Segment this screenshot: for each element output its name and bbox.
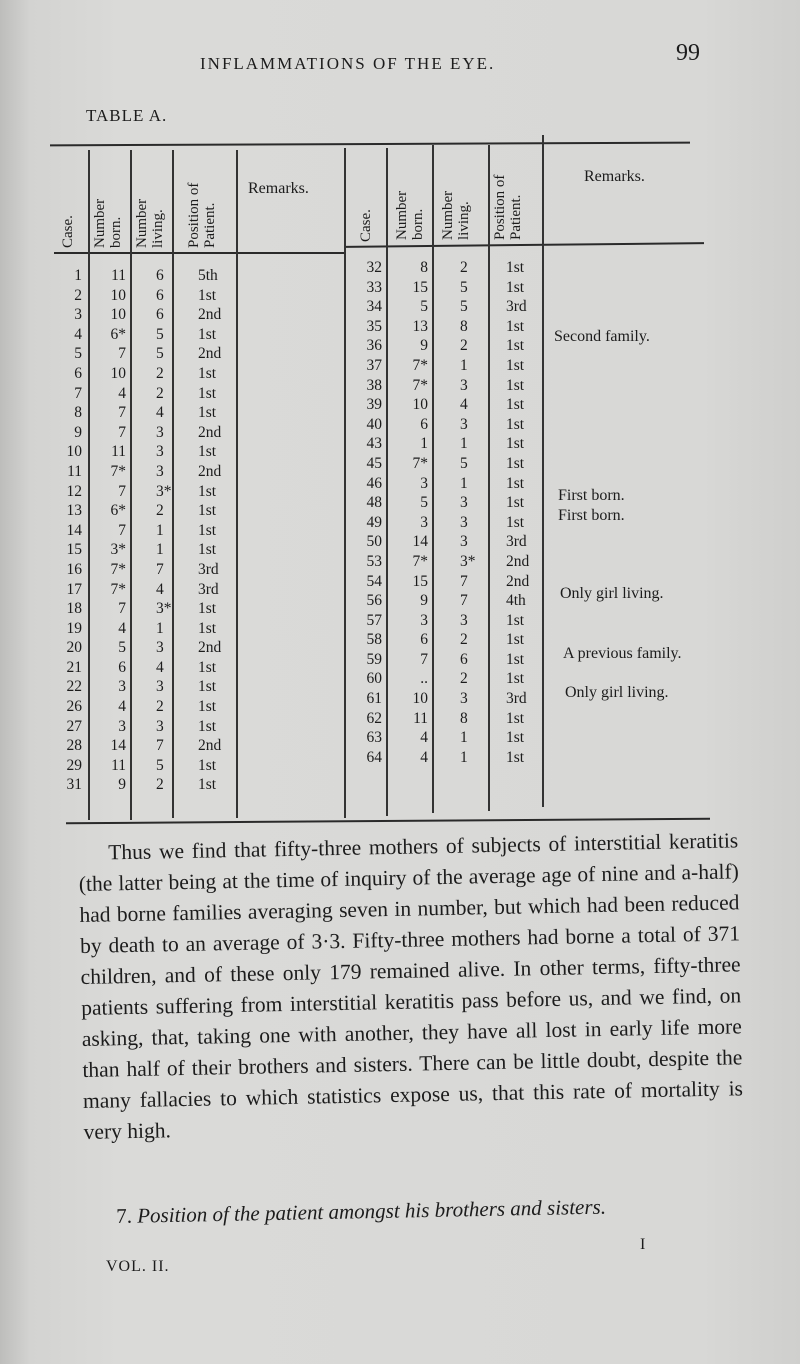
right-position-column [506,258,546,767]
table-cell: 11 [413,709,428,727]
table-label: TABLE A. [86,106,168,125]
table-cell: 3 [420,513,428,531]
left-case-column [56,266,82,795]
table-cell: 2nd [198,737,222,755]
remark-first-born: First born. [558,507,625,524]
table-cell: 1st [198,600,217,618]
table-cell: 2 [156,698,164,716]
table-cell: 43 [366,435,382,453]
table-cell: 7* [412,552,428,570]
table-cell: 7 [156,737,164,755]
header-position: Position of Patient. [492,174,524,240]
table-cell: 5 [118,639,126,657]
table-cell: 2 [460,337,468,355]
table-cell: 5 [420,298,428,316]
table-cell: 62 [366,709,382,727]
table-cell: 10 [412,690,428,708]
header-case: Case. [358,209,374,242]
table-cell: 32 [366,259,382,276]
table-cell: 6 [420,631,428,649]
table-cell: 9 [420,337,428,355]
table-cell: 4 [156,404,164,422]
table-cell: 13 [66,502,82,520]
table-cell: 5 [156,325,164,343]
section-heading [116,1195,606,1229]
table-cell: 10 [110,306,126,324]
table-cell: 46 [366,474,382,492]
table-cell: 4 [118,384,126,402]
table-cell: 29 [66,756,82,774]
table-cell: 36 [366,337,382,355]
header-remarks: Remarks. [248,180,309,197]
table-cell: 4 [420,748,428,766]
table-cell: 1st [198,325,217,343]
remark-only-girl-living: Only girl living. [560,585,664,602]
table-cell: 2 [460,631,468,649]
left-living-column [156,266,176,795]
table-cell: 7 [420,650,428,668]
header-number-born: Number born. [394,190,426,240]
table-cell: 10 [412,396,428,414]
table-cell: 6 [118,658,126,676]
table-cell: 3rd [506,298,527,316]
running-title: INFLAMMATIONS OF THE EYE. [200,54,496,73]
table-cell: 7 [118,521,126,539]
table-cell: 14 [110,737,126,755]
table-cell: 5 [74,345,82,363]
table-cell: 53 [366,552,382,570]
header-number-born: Number born. [92,198,124,248]
table-cell: 3 [156,717,164,735]
remark-previous-family: A previous family. [563,645,682,662]
table-cell: 39 [366,396,382,414]
table-cell: 14 [412,533,428,551]
table-cell: 14 [66,521,82,539]
table-cell: 1 [74,267,82,284]
right-header-rule [346,242,704,247]
table-cell: 4 [420,729,428,747]
table-cell: 54 [366,572,382,590]
page-number: 99 [676,40,700,66]
table-cell: 3 [460,513,468,531]
table-cell: 1st [198,756,217,774]
table-cell: 1 [460,729,468,747]
table-cell: 9 [118,776,126,794]
table-cell: 1st [506,611,525,629]
table-cell: 11 [67,462,82,480]
table-cell: 59 [366,650,382,668]
table-cell: 50 [366,533,382,551]
table-cell: 6 [460,650,468,668]
table-cell: 2 [460,670,468,688]
table-cell: 1st [198,443,217,461]
table-cell: 3 [460,415,468,433]
table-cell: 17 [66,580,82,598]
table-cell: 7 [460,592,468,610]
table-cell: 63 [366,729,382,747]
table-cell: 2 [156,384,164,402]
remark-first-born: First born. [558,487,625,504]
table-cell: 1st [506,513,525,531]
table-cell: 1st [506,259,525,276]
table-cell: 12 [66,482,82,500]
table-cell: 3 [156,443,164,461]
table-cell: 5 [460,454,468,472]
table-cell: 37 [366,356,382,374]
table-cell: 3 [420,474,428,492]
table-cell: 9 [74,423,82,441]
table-cell: 9 [420,592,428,610]
table-cell: 3 [460,376,468,394]
table-cell: 7 [118,423,126,441]
table-cell: 3 [460,533,468,551]
table-cell: 5 [156,756,164,774]
table-cell: 1 [156,541,164,559]
table-cell: 3 [460,690,468,708]
table-cell: 34 [366,298,382,316]
table-cell: 7* [110,462,126,480]
left-born-column [96,266,126,795]
table-cell: 7 [118,482,126,500]
table-cell: 3rd [506,690,527,708]
table-cell: 7 [156,560,164,578]
table-cell: 1 [420,435,428,453]
table-cell: 26 [66,698,82,716]
table-cell: 6 [156,306,164,324]
table-cell: 3 [156,639,164,657]
table-cell: 6* [110,502,126,520]
table-cell: 6 [156,267,164,284]
table-cell: 8 [420,259,428,276]
table-cell: 3* [156,482,172,500]
table-cell: 7* [110,580,126,598]
table-cell: 2 [460,259,468,276]
header-position: Position of Patient. [186,182,218,248]
table-cell: 40 [366,415,382,433]
table-cell: 3rd [506,533,527,551]
table-cell: 48 [366,494,382,512]
table-cell: 7* [412,376,428,394]
table-cell: 1st [198,521,217,539]
table-cell: 61 [366,690,382,708]
table-cell: 7* [412,454,428,472]
col-divider [488,145,490,811]
table-cell: 1st [506,278,525,296]
left-position-column [198,266,238,795]
table-cell: 11 [111,443,126,461]
table-cell: 6 [156,286,164,304]
table-cell: 3rd [198,560,219,578]
table-cell: 2nd [198,306,222,324]
table-cell: 58 [366,631,382,649]
right-born-column [396,258,428,767]
table-center-divider [344,148,346,818]
table-cell: 1st [506,317,525,335]
table-cell: 35 [366,317,382,335]
table-cell: 1st [506,337,525,355]
table-cell: 1st [198,619,217,637]
table-cell: 21 [66,658,82,676]
table-cell: 1st [506,435,525,453]
table-bottom-rule [66,818,710,824]
table-cell: 1st [506,670,525,688]
col-divider [88,150,90,820]
table-cell: 7 [118,404,126,422]
table-cell: 19 [66,619,82,637]
table-cell: 7* [412,356,428,374]
table-cell: 28 [66,737,82,755]
table-cell: 2nd [198,639,222,657]
table-cell: 13 [412,317,428,335]
table-cell: 3 [460,494,468,512]
table-cell: 6 [420,415,428,433]
table-cell: 3 [74,306,82,324]
table-cell: 64 [366,748,382,766]
table-cell: 3 [118,717,126,735]
remark-second-family: Second family. [554,328,650,345]
table-cell: 10 [66,443,82,461]
table-cell: 1st [506,729,525,747]
table-cell: 1st [198,658,217,676]
header-number-living: Number living. [440,190,472,240]
table-cell: 1st [198,541,217,559]
table-cell: 11 [111,267,126,284]
table-cell: 1st [506,748,525,766]
table-cell: 7* [110,560,126,578]
table-cell: 4th [506,592,526,610]
table-cell: 3 [118,678,126,696]
table-cell: 3* [110,541,126,559]
table-cell: 1st [198,502,217,520]
table-cell: 3 [156,462,164,480]
table-cell: 4 [156,580,164,598]
table-cell: 1st [198,678,217,696]
table-cell: 5 [156,345,164,363]
table-cell: 2nd [198,462,222,480]
table-cell: 20 [66,639,82,657]
table-cell: 1st [198,384,217,402]
table-cell: 7 [460,572,468,590]
header-case: Case. [60,215,76,248]
table-cell: 2nd [198,423,222,441]
col-divider [432,145,434,813]
table-cell: 5th [198,267,218,284]
table-cell: 1 [460,356,468,374]
col-divider [386,148,388,816]
table-cell: 1st [506,356,525,374]
col-divider [130,150,132,820]
table-cell: 2nd [506,572,530,590]
table-cell: 1st [198,364,217,382]
table-cell: 31 [66,776,82,794]
header-remarks: Remarks. [584,168,645,185]
table-cell: 1st [506,376,525,394]
section-title: Position of the patient amongst his brothers and sisters. [136,1194,607,1228]
table-cell: 22 [66,678,82,696]
header-number-living: Number living. [134,198,166,248]
table-cell: 7 [118,345,126,363]
table-cell: 1st [198,404,217,422]
table-cell: 15 [66,541,82,559]
right-living-column [460,258,482,767]
table-top-rule [50,142,690,147]
table-cell: 4 [118,619,126,637]
page-header [0,40,800,92]
table-cell: 5 [420,494,428,512]
table-cell: 8 [460,709,468,727]
table-cell: 1st [506,650,525,668]
table-cell: 1st [198,482,217,500]
table-cell: 1st [506,396,525,414]
table-cell: 2 [156,364,164,382]
table-cell: 1 [460,435,468,453]
table-cell: 3 [420,611,428,629]
table-cell: 1st [198,776,217,794]
table-cell: 1 [156,619,164,637]
table-cell: 7 [118,600,126,618]
table-cell: 1st [506,709,525,727]
table-cell: 5 [460,278,468,296]
table-cell: 10 [110,286,126,304]
table-cell: 1st [506,494,525,512]
table-cell: 45 [366,454,382,472]
table-cell: 33 [366,278,382,296]
table-cell: 4 [118,698,126,716]
table-cell: 1st [198,717,217,735]
table-cell: 49 [366,513,382,531]
table-cell: 1st [506,454,525,472]
table-cell: 1st [198,698,217,716]
table-cell: 57 [366,611,382,629]
table-cell: 1st [506,415,525,433]
table-cell: 16 [66,560,82,578]
table-cell: 1 [156,521,164,539]
remark-only-girl-living: Only girl living. [565,684,669,701]
table-cell: 38 [366,376,382,394]
table-cell: 3 [156,678,164,696]
section-number: 7. [116,1203,133,1228]
table-cell: 27 [66,717,82,735]
table-cell: 2 [74,286,82,304]
table-cell: 8 [460,317,468,335]
table-cell: 3* [156,600,172,618]
table-cell: 7 [74,384,82,402]
body-paragraph: Thus we find that fifty-three mothers of subjects of interstitial keratitis (the latter being at the time of inquiry of the average age of nine and a-half) had borne families averaging seven in number, but which had been reduced by death to an average of 3·3. Fifty-three mothers had borne a total of 371 children, and of these only 179 remained alive. In other terms, fifty-three patients suffering from interstitial keratitis pass before us, and we find, on asking, that, taking one with another, they have all lost in early life more than half of their brothers and sisters. There can be little doubt, despite the many fallacies to which statistics expose us, that this rate of mortality is very high. [78,828,744,1144]
table-cell: 15 [412,572,428,590]
table-cell: 3 [460,611,468,629]
table-cell: 2nd [506,552,530,570]
table-cell: 11 [111,756,126,774]
table-cell: 15 [412,278,428,296]
table-cell: 2 [156,776,164,794]
volume-label: VOL. II. [106,1258,170,1275]
table-cell: 60 [366,670,382,688]
table-cell: 1st [506,474,525,492]
table-cell: 4 [74,325,82,343]
table-cell: 1st [506,631,525,649]
signature-mark: I [640,1236,646,1253]
right-case-column [358,258,382,767]
table-cell: 6 [74,364,82,382]
table-cell: 1st [198,286,217,304]
table-cell: 3 [156,423,164,441]
table-cell: 56 [366,592,382,610]
table-cell: 1 [460,748,468,766]
table-cell: 8 [74,404,82,422]
table-cell: 3rd [198,580,219,598]
table-cell: 18 [66,600,82,618]
table-cell: 5 [460,298,468,316]
table-cell: 6* [110,325,126,343]
table-cell: 4 [460,396,468,414]
table-cell: .. [420,670,428,688]
table-cell: 1 [460,474,468,492]
table-cell: 2nd [198,345,222,363]
table-cell: 3* [460,552,476,570]
left-header-rule [54,252,344,254]
table-cell: 10 [110,364,126,382]
table-cell: 2 [156,502,164,520]
table-cell: 4 [156,658,164,676]
